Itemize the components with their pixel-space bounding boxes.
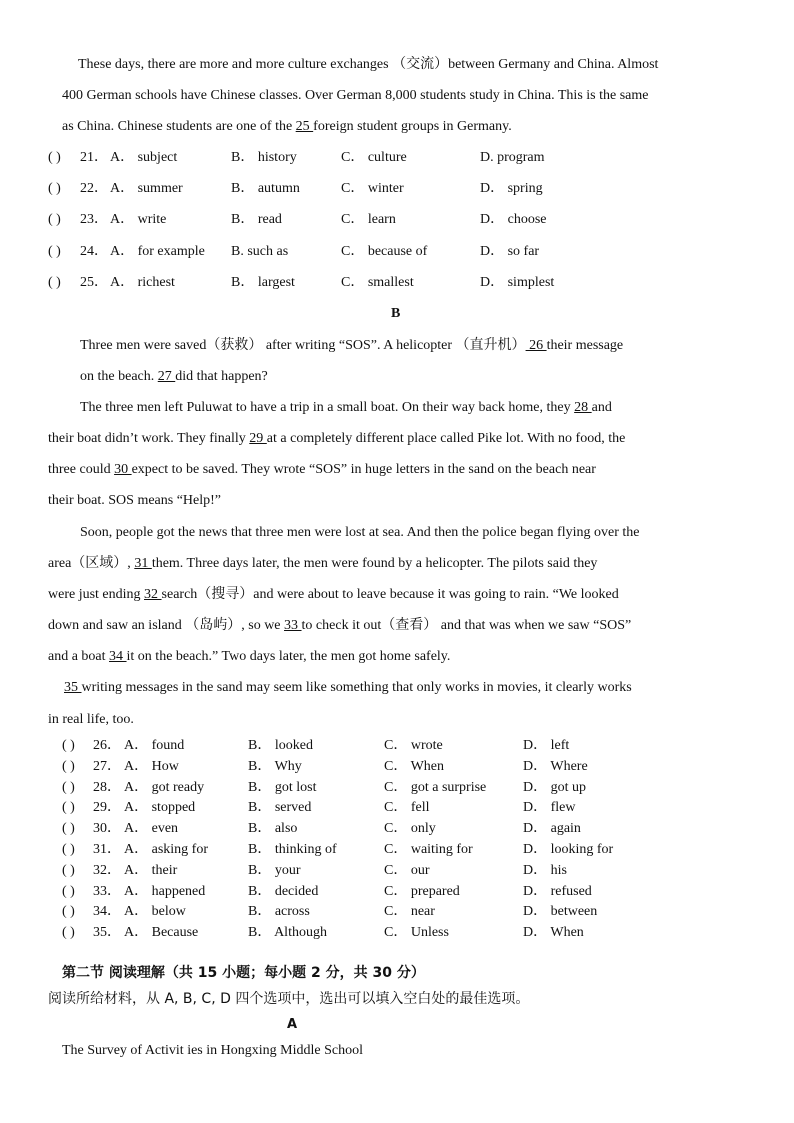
section-2-title: 第二节 阅读理解（共 15 小题；每小题 2 分，共 30 分） — [62, 965, 425, 981]
answer-paren[interactable]: ( ) — [62, 842, 75, 857]
passage-b-line-4: their boat didn’t work. They finally 29 at a completely different place called Pike lot. With no food, the — [48, 431, 626, 446]
option-c: C． because of — [341, 243, 428, 259]
option-d: D． spring — [480, 181, 543, 197]
option-b: B. such as — [231, 243, 289, 259]
answer-paren[interactable]: ( ) — [62, 821, 75, 837]
option-c: C． When — [384, 758, 445, 774]
blank-35[interactable]: 35 — [64, 680, 82, 695]
option-a: A． How — [124, 758, 179, 774]
option-d: D． looking for — [523, 842, 614, 857]
blank-28[interactable]: 28 — [574, 400, 592, 415]
answer-paren[interactable]: ( ) — [62, 883, 75, 899]
passage-b-line-1: Three men were saved（获救） after writing “SOS”. A helicopter （直升机） 26 their message — [80, 338, 624, 353]
passage-a-line-3: as China. Chinese students are one of the 25 foreign student groups in Germany. — [62, 119, 512, 134]
option-d: D． left — [523, 738, 570, 753]
option-b: B． across — [248, 904, 310, 920]
survey-title: The Survey of Activit ies in Hongxing Middle School — [62, 1043, 363, 1058]
question-number: 32． — [93, 862, 121, 878]
passage-b-line-13: in real life, too. — [48, 712, 134, 727]
option-a: A． asking for — [124, 842, 208, 857]
option-d: D． simplest — [480, 274, 555, 290]
option-a: A． subject — [110, 150, 178, 165]
answer-paren[interactable]: ( ) — [62, 925, 75, 941]
question-number: 21． — [80, 150, 108, 165]
option-b: B． got lost — [248, 779, 317, 795]
question-number: 22． — [80, 181, 108, 197]
option-b: B． decided — [248, 883, 319, 899]
option-d: D． refused — [523, 883, 592, 899]
option-a: A． even — [124, 821, 179, 837]
option-b: B． read — [231, 212, 282, 228]
option-b: B． largest — [231, 274, 295, 290]
option-b: B． history — [231, 150, 297, 165]
option-a: A． richest — [110, 274, 175, 290]
option-a: A． got ready — [124, 779, 205, 795]
option-c: C． learn — [341, 212, 396, 228]
option-c: C． winter — [341, 181, 404, 197]
option-a: A． Because — [124, 925, 199, 941]
question-number: 35． — [93, 925, 121, 941]
passage-b-line-11: and a boat 34 it on the beach.” Two days later, the men got home safely. — [48, 649, 451, 664]
answer-paren[interactable]: ( ) — [62, 800, 75, 816]
option-c: C． smallest — [341, 274, 414, 290]
option-d: D． Where — [523, 758, 588, 774]
blank-31[interactable]: 31 — [134, 556, 152, 571]
blank-25[interactable]: 25 — [295, 119, 314, 134]
question-number: 31． — [93, 842, 121, 857]
answer-paren[interactable]: ( ) — [48, 274, 61, 290]
blank-29[interactable]: 29 — [249, 431, 267, 446]
option-d: D． his — [523, 862, 567, 878]
answer-paren[interactable]: ( ) — [48, 243, 61, 259]
blank-26[interactable]: 26 — [525, 338, 547, 353]
option-d: D． again — [523, 821, 581, 837]
question-number: 33． — [93, 883, 121, 899]
question-number: 24． — [80, 243, 108, 259]
question-number: 26． — [93, 738, 121, 753]
option-a: A． summer — [110, 181, 183, 197]
option-c: C． culture — [341, 150, 407, 165]
option-d: D． between — [523, 904, 598, 920]
option-c: C． prepared — [384, 883, 460, 899]
passage-a-line-2: 400 German schools have Chinese classes. Over German 8,000 students study in China. This is the same — [62, 88, 649, 103]
passage-b-line-7: Soon, people got the news that three men were lost at sea. And then the police began flying over the — [80, 525, 640, 540]
section-heading-a: A — [287, 1017, 298, 1032]
blank-32[interactable]: 32 — [144, 587, 162, 602]
passage-b-line-12: 35 writing messages in the sand may seem like something that only works in movies, it clearly works — [64, 680, 632, 695]
blank-34[interactable]: 34 — [109, 649, 127, 664]
option-b: B． Although — [248, 925, 327, 941]
section-heading-b: B — [391, 306, 401, 321]
question-number: 27． — [93, 758, 121, 774]
option-c: C． our — [384, 862, 430, 878]
question-number: 30． — [93, 821, 121, 837]
option-a: A． below — [124, 904, 186, 920]
option-c: C． only — [384, 821, 436, 837]
option-a: A． their — [124, 862, 178, 878]
answer-paren[interactable]: ( ) — [62, 904, 75, 920]
option-d: D． so far — [480, 243, 540, 259]
option-a: A． stopped — [124, 800, 196, 816]
answer-paren[interactable]: ( ) — [62, 779, 75, 795]
option-d: D． got up — [523, 779, 586, 795]
option-a: A． found — [124, 738, 185, 753]
option-b: B． autumn — [231, 181, 300, 197]
option-b: B． looked — [248, 738, 313, 753]
passage-a-line-1: These days, there are more and more culture exchanges （交流）between Germany and China. Almost — [78, 57, 659, 72]
question-number: 23． — [80, 212, 108, 228]
answer-paren[interactable]: ( ) — [62, 738, 75, 753]
option-a: A． happened — [124, 883, 206, 899]
passage-b-line-2: on the beach. 27 did that happen? — [80, 369, 268, 384]
option-b: B． also — [248, 821, 298, 837]
answer-paren[interactable]: ( ) — [62, 862, 75, 878]
answer-paren[interactable]: ( ) — [62, 758, 75, 774]
option-b: B． thinking of — [248, 842, 337, 857]
answer-paren[interactable]: ( ) — [48, 181, 61, 197]
question-number: 29． — [93, 800, 121, 816]
passage-b-line-3: The three men left Puluwat to have a trip in a small boat. On their way back home, they 28 and — [80, 400, 612, 415]
option-d: D. program — [480, 150, 545, 165]
answer-paren[interactable]: ( ) — [48, 212, 61, 228]
passage-b-line-9: were just ending 32 search（搜寻）and were about to leave because it was going to rain. “We looked — [48, 587, 619, 602]
option-a: A． for example — [110, 243, 205, 259]
passage-b-line-6: their boat. SOS means “Help!” — [48, 493, 222, 508]
section-2-instruction: 阅读所给材料，从 A, B, C, D 四个选项中，选出可以填入空白处的最佳选项。 — [48, 991, 530, 1007]
passage-b-line-8: area（区域）, 31 them. Three days later, the men were found by a helicopter. The pilots said they — [48, 556, 598, 571]
passage-b-line-5: three could 30 expect to be saved. They wrote “SOS” in huge letters in the sand on the beach near — [48, 462, 596, 477]
question-number: 28． — [93, 779, 121, 795]
option-a: A． write — [110, 212, 167, 228]
option-d: D． When — [523, 925, 584, 941]
blank-33[interactable]: 33 — [284, 618, 302, 633]
blank-30[interactable]: 30 — [114, 462, 132, 477]
answer-paren[interactable]: ( ) — [48, 150, 61, 165]
option-b: B． served — [248, 800, 312, 816]
option-c: C． fell — [384, 800, 430, 816]
option-c: C． near — [384, 904, 435, 920]
option-d: D． flew — [523, 800, 576, 816]
option-c: C． wrote — [384, 738, 443, 753]
option-b: B． Why — [248, 758, 302, 774]
question-number: 34． — [93, 904, 121, 920]
option-b: B． your — [248, 862, 301, 878]
option-c: C． waiting for — [384, 842, 473, 857]
question-number: 25． — [80, 274, 108, 290]
option-c: C． Unless — [384, 925, 449, 941]
passage-b-line-10: down and saw an island （岛屿）, so we 33 to check it out（查看） and that was when we saw “SOS” — [48, 618, 632, 633]
option-d: D． choose — [480, 212, 547, 228]
blank-27[interactable]: 27 — [157, 369, 176, 384]
option-c: C． got a surprise — [384, 779, 487, 795]
